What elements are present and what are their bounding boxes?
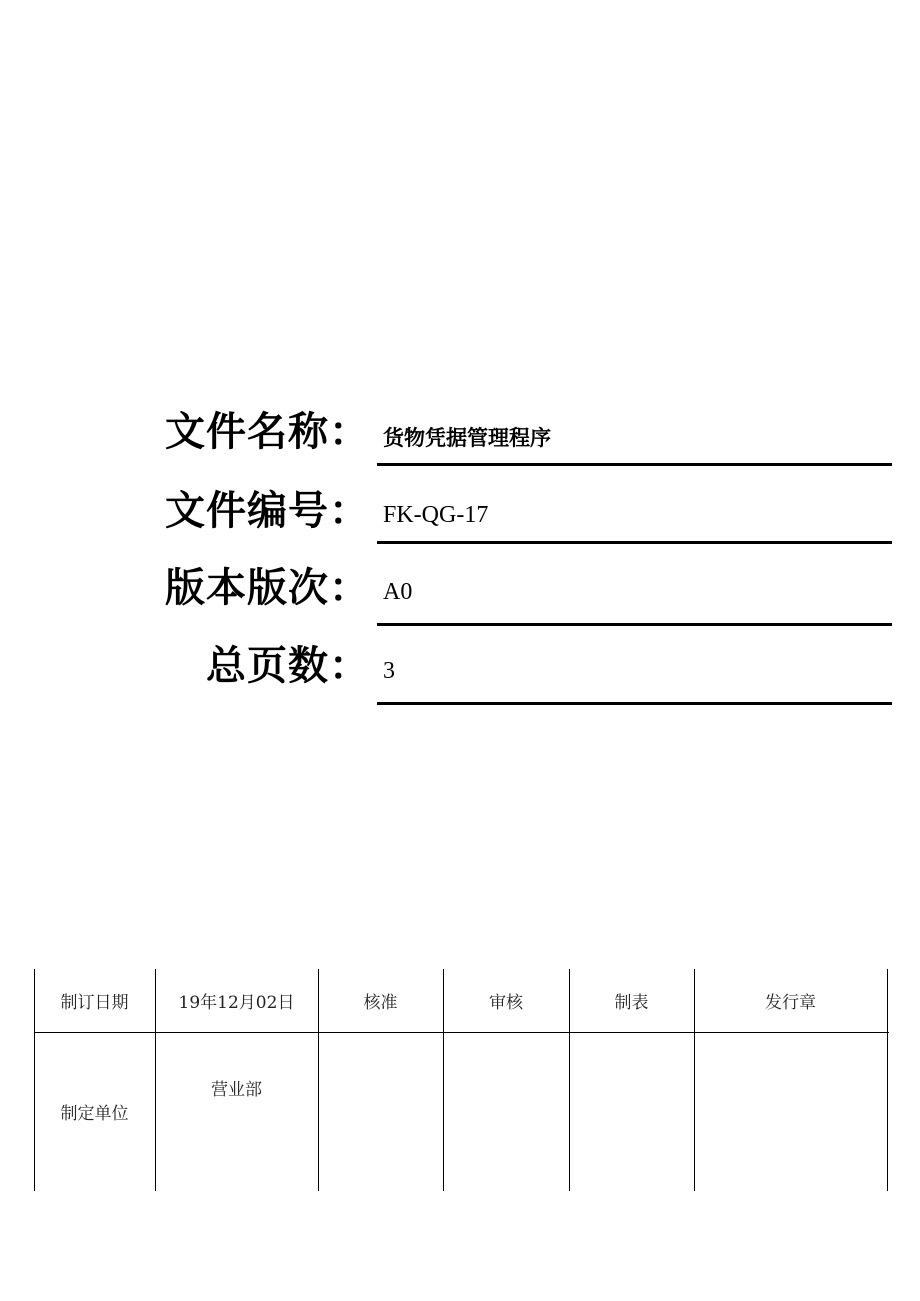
- version-value: A0: [383, 579, 413, 605]
- unit-value-cell: 营业部: [211, 1079, 262, 1100]
- version-underline: [377, 623, 892, 626]
- approve-sign-cell: [318, 1032, 443, 1191]
- file-number-label: 文件编号：: [165, 488, 370, 534]
- table-border-right: [887, 969, 888, 1191]
- approve-label-cell: 核准: [363, 993, 398, 1013]
- total-pages-label: 总页数：: [206, 643, 370, 689]
- version-label: 版本版次：: [165, 565, 370, 611]
- total-pages-underline: [377, 702, 892, 705]
- review-sign-cell: [443, 1032, 569, 1191]
- file-number-underline: [377, 541, 892, 544]
- file-number-value: FK-QG-17: [383, 502, 489, 528]
- total-pages-value: 3: [383, 658, 395, 684]
- file-name-label: 文件名称：: [165, 409, 370, 455]
- prepare-label-cell: 制表: [614, 993, 649, 1013]
- review-label-cell: 审核: [489, 993, 523, 1013]
- sign-off-table: [34, 969, 889, 1191]
- file-name-value: 货物凭据管理程序: [383, 426, 551, 450]
- seal-cell: [694, 1032, 887, 1191]
- unit-label-cell: 制定单位: [60, 1104, 129, 1124]
- date-label-cell: 制订日期: [60, 993, 129, 1013]
- date-value-cell: 19年12月02日: [178, 993, 295, 1013]
- seal-label-cell: 发行章: [765, 993, 816, 1013]
- prepare-sign-cell: [569, 1032, 694, 1191]
- file-name-underline: [377, 463, 892, 466]
